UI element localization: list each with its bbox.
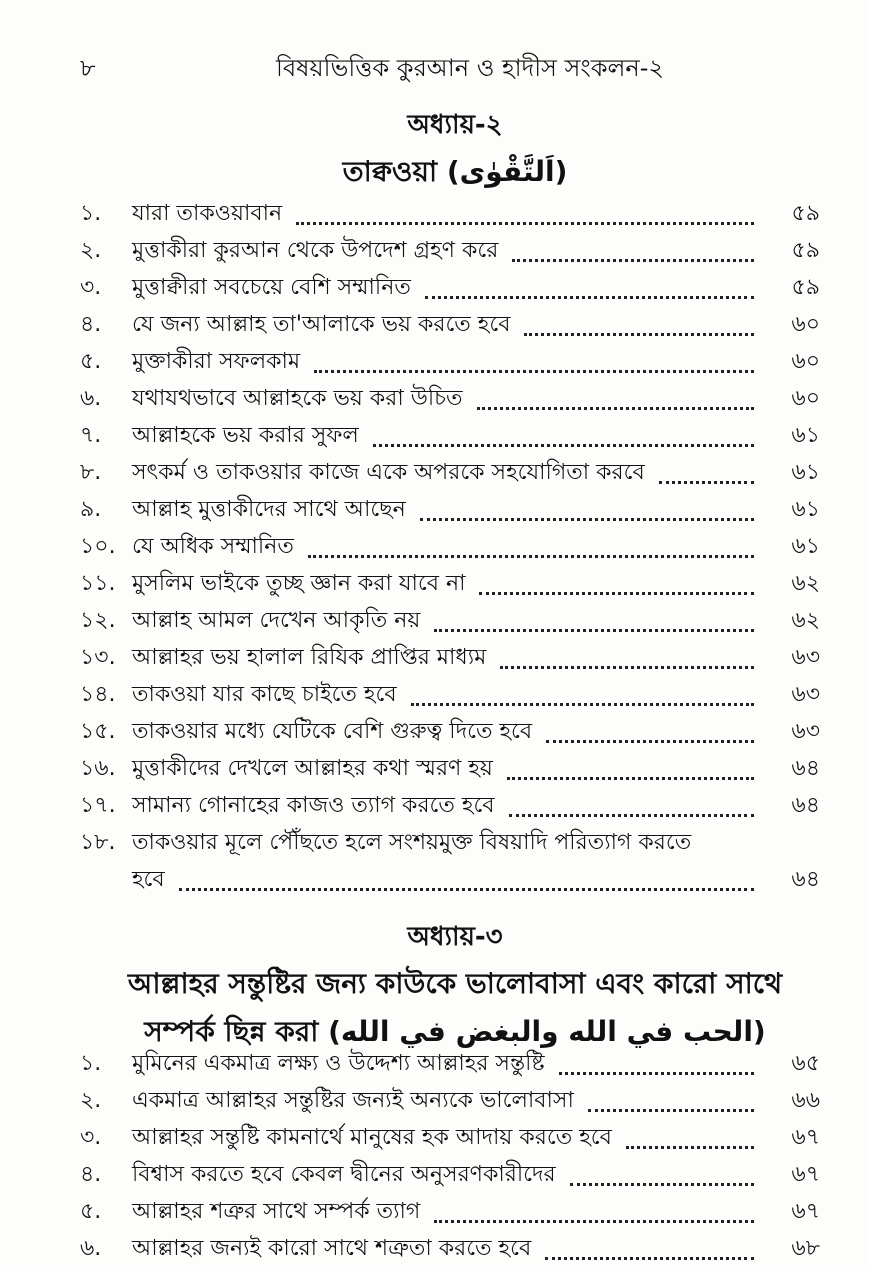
leader-dots bbox=[479, 592, 754, 595]
toc-entry-number: ১. bbox=[80, 1051, 102, 1076]
leader-dots bbox=[500, 666, 754, 669]
toc-entry-page: ৬৪ bbox=[791, 793, 820, 818]
leader-dots bbox=[425, 296, 754, 299]
toc-entry-title: আল্লাহকে ভয় করার সুফল bbox=[132, 423, 359, 448]
chapter-label: অধ্যায়-৩ bbox=[407, 922, 503, 952]
toc-entry-page: ৬১ bbox=[791, 497, 820, 522]
toc-entry-number: ১৭. bbox=[80, 793, 116, 818]
toc-entry-page: ৬৩ bbox=[791, 645, 820, 670]
toc-entry bbox=[80, 1046, 820, 1083]
leader-dots bbox=[570, 1183, 754, 1186]
toc-entry-number: ৯. bbox=[80, 497, 102, 522]
toc-entry-line2 bbox=[80, 862, 820, 899]
leader-dots bbox=[314, 370, 754, 373]
leader-dots bbox=[179, 888, 754, 891]
toc-entry-number: ৬. bbox=[80, 386, 102, 411]
toc-entry-page: ৬৪ bbox=[791, 867, 820, 892]
leader-dots bbox=[420, 518, 754, 521]
leader-dots bbox=[434, 629, 754, 632]
toc-entry-number: ১৮. bbox=[80, 830, 116, 855]
leader-dots bbox=[512, 259, 754, 262]
running-title: বিষয়ভিত্তিক কুরআন ও হাদীস সংকলন-২ bbox=[275, 54, 664, 82]
toc-entry-title: মুত্তাকীরা কুরআন থেকে উপদেশ গ্রহণ করে bbox=[132, 238, 499, 263]
toc-entry-page: ৫৯ bbox=[791, 275, 820, 300]
toc-entry-title: একমাত্র আল্লাহর সন্তুষ্টির জন্যই অন্যকে ভালোবাসা bbox=[132, 1088, 574, 1113]
toc-entry-page: ৫৯ bbox=[791, 238, 820, 263]
toc-entry bbox=[80, 455, 820, 492]
toc-entry-title: মুসলিম ভাইকে তুচ্ছ জ্ঞান করা যাবে না bbox=[132, 571, 466, 596]
toc-entry-number: ৪. bbox=[80, 312, 102, 337]
toc-entry-number: ৬. bbox=[80, 1236, 102, 1261]
toc-entry-number: ২. bbox=[80, 1088, 102, 1113]
leader-dots bbox=[296, 222, 754, 225]
toc-entry-number: ১৫. bbox=[80, 719, 116, 744]
chapter-title-arabic: (الحب في الله والبغض في الله) bbox=[328, 1015, 766, 1048]
toc-entry bbox=[80, 1083, 820, 1120]
toc-entry bbox=[80, 529, 820, 566]
toc-entry-page: ৬৩ bbox=[791, 719, 820, 744]
toc-entry bbox=[80, 677, 820, 714]
toc-entry-page: ৬৭ bbox=[791, 1199, 820, 1224]
toc-entry-page: ৬১ bbox=[791, 460, 820, 485]
leader-dots bbox=[477, 407, 754, 410]
toc-entry-page: ৬৭ bbox=[791, 1125, 820, 1150]
toc-entry bbox=[80, 344, 820, 381]
toc-entry-number: ১০. bbox=[80, 534, 116, 559]
toc-entry-title: মুক্তাকীরা সফলকাম bbox=[132, 349, 301, 374]
chapter-label: অধ্যায়-২ bbox=[407, 110, 503, 140]
toc-entry-page: ৬০ bbox=[791, 386, 820, 411]
toc-entry-number: ৩. bbox=[80, 1125, 102, 1150]
toc-entry bbox=[80, 714, 820, 751]
toc-entry-title: সৎকর্ম ও তাকওয়ার কাজে একে অপরকে সহযোগিতা করবে bbox=[132, 460, 645, 485]
toc-entry-title: আল্লাহ মুত্তাকীদের সাথে আছেন bbox=[132, 497, 406, 522]
leader-dots bbox=[308, 555, 754, 558]
toc-entry-page: ৬৫ bbox=[791, 1051, 820, 1076]
toc-entry bbox=[80, 1157, 820, 1194]
toc-entry-title: আল্লাহর জন্যই কারো সাথে শত্রুতা করতে হবে bbox=[132, 1236, 532, 1261]
toc-entry-number: ১১. bbox=[80, 571, 116, 596]
toc-entry-page: ৬৬ bbox=[791, 1088, 820, 1113]
leader-dots bbox=[546, 740, 754, 743]
toc-entry-number: ১২. bbox=[80, 608, 116, 633]
toc-entry-page: ৬০ bbox=[791, 312, 820, 337]
leader-dots bbox=[434, 1220, 754, 1223]
toc-entry-page: ৬৮ bbox=[791, 1236, 820, 1261]
toc-entry bbox=[80, 233, 820, 270]
toc-entry bbox=[80, 381, 820, 418]
toc-entry-title: আল্লাহ আমল দেখেন আকৃতি নয় bbox=[132, 608, 421, 633]
toc-entry-title-continued: হবে bbox=[132, 867, 165, 892]
toc-entry-title: যে অধিক সম্মানিত bbox=[132, 534, 294, 559]
toc-entry-title: তাকওয়া যার কাছে চাইতে হবে bbox=[132, 682, 397, 707]
leader-dots bbox=[588, 1109, 754, 1112]
toc-entry bbox=[80, 1231, 820, 1268]
toc-entry-number: ১৬. bbox=[80, 756, 116, 781]
toc-entry-number: ১. bbox=[80, 201, 102, 226]
toc-entry-number: ৮. bbox=[80, 460, 102, 485]
leader-dots bbox=[559, 1072, 754, 1075]
leader-dots bbox=[626, 1146, 754, 1149]
toc-entry-page: ৬৩ bbox=[791, 682, 820, 707]
toc-entry-number: ২. bbox=[80, 238, 102, 263]
leader-dots bbox=[524, 333, 754, 336]
leader-dots bbox=[659, 481, 754, 484]
toc-entry-title: আল্লাহর সন্তুষ্টি কামনার্থে মানুষের হক আদায় করতে হবে bbox=[132, 1125, 612, 1150]
toc-entry-title: মুত্তাকীদের দেখলে আল্লাহর কথা স্মরণ হয় bbox=[132, 756, 493, 781]
chapter-title-line1: আল্লাহর সন্তুষ্টির জন্য কাউকে ভালোবাসা এবং কারো সাথে bbox=[127, 967, 783, 1000]
toc-entry bbox=[80, 1120, 820, 1157]
chapter-title bbox=[80, 148, 830, 196]
toc-entry-title: যারা তাকওয়াবান bbox=[132, 201, 283, 226]
toc-entry bbox=[80, 788, 820, 825]
page-header bbox=[80, 48, 830, 88]
toc-entry bbox=[80, 196, 820, 233]
chapter-2-heading bbox=[80, 104, 830, 196]
toc-entry-number: ১৪. bbox=[80, 682, 116, 707]
toc-entry-title: আল্লাহর ভয় হালাল রিযিক প্রাপ্তির মাধ্যম bbox=[132, 645, 487, 670]
toc-entry bbox=[80, 492, 820, 529]
toc-entry-title: তাকওয়ার মূলে পৌঁছতে হলে সংশয়মুক্ত বিষয়াদি পরিত্যাগ করতে bbox=[132, 830, 692, 855]
chapter-3-heading bbox=[80, 916, 830, 1056]
toc-entry-page: ৬৭ bbox=[791, 1162, 820, 1187]
chapter-title-arabic: (اَلتَّقْوٰى) bbox=[446, 155, 568, 188]
toc-entry bbox=[80, 1194, 820, 1231]
toc-entry-line1 bbox=[80, 825, 820, 862]
toc-entry bbox=[80, 307, 820, 344]
toc-entry-number: ৫. bbox=[80, 349, 102, 374]
toc-entry-page: ৬১ bbox=[791, 534, 820, 559]
toc-entry-page: ৬২ bbox=[791, 571, 820, 596]
toc-entry-title: বিশ্বাস করতে হবে কেবল দ্বীনের অনুসরণকারীদের bbox=[132, 1162, 556, 1187]
chapter-title-text: তাক্বওয়া bbox=[342, 155, 438, 188]
toc-entry-number: ১৩. bbox=[80, 645, 116, 670]
toc-entry-number: ৫. bbox=[80, 1199, 102, 1224]
toc-entry-page: ৬২ bbox=[791, 608, 820, 633]
toc-entry-page: ৫৯ bbox=[791, 201, 820, 226]
toc-entry-title: মুত্তাক্বীরা সবচেয়ে বেশি সম্মানিত bbox=[132, 275, 411, 300]
toc-entry bbox=[80, 566, 820, 603]
toc-entry-page: ৬৪ bbox=[791, 756, 820, 781]
toc-entry-title: তাকওয়ার মধ্যে যেটিকে বেশি গুরুত্ব দিতে হবে bbox=[132, 719, 533, 744]
toc-entry bbox=[80, 603, 820, 640]
leader-dots bbox=[373, 444, 754, 447]
toc-entry bbox=[80, 825, 820, 899]
chapter-2-toc bbox=[80, 196, 820, 899]
leader-dots bbox=[507, 777, 754, 780]
toc-entry-number: ৭. bbox=[80, 423, 102, 448]
toc-entry-number: ৪. bbox=[80, 1162, 102, 1187]
leader-dots bbox=[509, 814, 754, 817]
toc-entry bbox=[80, 640, 820, 677]
toc-entry bbox=[80, 418, 820, 455]
toc-entry-page: ৬০ bbox=[791, 349, 820, 374]
toc-entry bbox=[80, 270, 820, 307]
leader-dots bbox=[545, 1257, 754, 1260]
chapter-3-toc bbox=[80, 1046, 820, 1268]
toc-entry-title: সামান্য গোনাহের কাজও ত্যাগ করতে হবে bbox=[132, 793, 495, 818]
toc-entry-title: মুমিনের একমাত্র লক্ষ্য ও উদ্দেশ্য আল্লাহর সন্তুষ্টি bbox=[132, 1051, 545, 1076]
toc-entry-title: যে জন্য আল্লাহ তা'আলাকে ভয় করতে হবে bbox=[132, 312, 511, 337]
toc-entry-number: ৩. bbox=[80, 275, 102, 300]
toc-entry-title: আল্লাহর শত্রুর সাথে সম্পর্ক ত্যাগ bbox=[132, 1199, 421, 1224]
chapter-title-text: সম্পর্ক ছিন্ন করা bbox=[144, 1015, 319, 1048]
toc-entry-title: যথাযথভাবে আল্লাহকে ভয় করা উচিত bbox=[132, 386, 463, 411]
toc-entry bbox=[80, 751, 820, 788]
toc-entry-page: ৬১ bbox=[791, 423, 820, 448]
page-number: ৮ bbox=[80, 54, 96, 82]
leader-dots bbox=[411, 703, 754, 706]
